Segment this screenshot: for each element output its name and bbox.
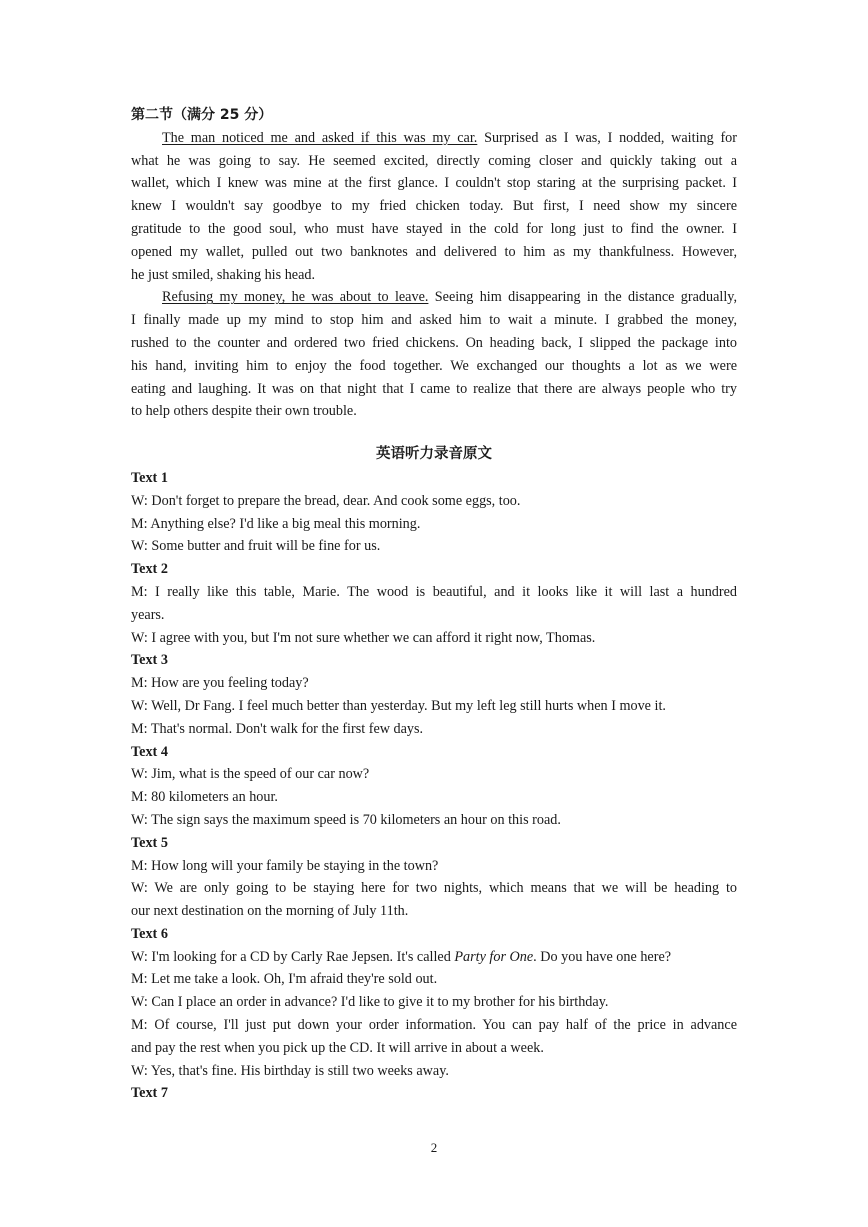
text-1-block [131, 467, 737, 558]
text-2-block [131, 558, 737, 649]
text-label: Text 4 [131, 743, 168, 760]
dialogue-line: W: Jim, what is the speed of our car now? [131, 766, 370, 783]
paragraph-1 [131, 127, 737, 287]
text-span: Seeing him disappearing in the distance gradually, [428, 289, 737, 306]
dialogue-line: W: The sign says the maximum speed is 70 kilometers an hour on this road. [131, 811, 561, 828]
page-content [131, 104, 737, 1105]
dialogue-line: W: Don't forget to prepare the bread, dear. And cook some eggs, too. [131, 492, 521, 509]
text-6-block [131, 923, 737, 1083]
dialogue-line: M: That's normal. Don't walk for the first few days. [131, 720, 424, 737]
dialogue-line: W: Yes, that's fine. His birthday is still two weeks away. [131, 1062, 449, 1079]
text-3-block [131, 649, 737, 740]
dialogue-line: M: I really like this table, Marie. The wood is beautiful, and it looks like it will last a hundred [131, 583, 737, 600]
paragraph-line: his hand, inviting him to enjoy the food together. We exchanged our thoughts a lot as we were [131, 357, 737, 374]
listening-title: 英语听力录音原文 [376, 446, 492, 463]
text-label: Text 1 [131, 469, 168, 486]
dialogue-line: W: Can I place an order in advance? I'd like to give it to my brother for his birthday. [131, 994, 609, 1011]
dialogue-line: M: How long will your family be staying in the town? [131, 857, 439, 874]
paragraph-line: what he was going to say. He seemed excited, directly coming closer and quickly taking out a [131, 152, 737, 169]
dialogue-line [131, 946, 737, 969]
text-label: Text 7 [131, 1085, 168, 1102]
text-4-block [131, 741, 737, 832]
dialogue-line: W: Well, Dr Fang. I feel much better than yesterday. But my left leg still hurts when I move it. [131, 697, 666, 714]
text-7-block [131, 1082, 737, 1105]
dialogue-line: M: 80 kilometers an hour. [131, 789, 278, 806]
paragraph-line: gratitude to the good soul, who must have stayed in the cold for long just to find the owner. I [131, 220, 737, 237]
paragraph-line: knew I wouldn't say goodbye to my fried chicken today. But first, I need show my sincere [131, 198, 737, 215]
dialogue-line: W: Some butter and fruit will be fine for us. [131, 538, 381, 555]
dialogue-line: M: How are you feeling today? [131, 675, 309, 692]
text-span: W: I'm looking for a CD by Carly Rae Jepsen. It's called [131, 948, 455, 965]
dialogue-line: M: Let me take a look. Oh, I'm afraid they're sold out. [131, 971, 438, 988]
paragraph-line [131, 127, 737, 150]
paragraph-line [131, 286, 737, 309]
text-label: Text 5 [131, 834, 168, 851]
dialogue-line: W: I agree with you, but I'm not sure whether we can afford it right now, Thomas. [131, 629, 596, 646]
page-number: 2 [430, 1140, 438, 1155]
dialogue-line: our next destination on the morning of July 11th. [131, 903, 409, 920]
paragraph-line: rushed to the counter and ordered two fried chickens. On heading back, I slipped the package into [131, 334, 737, 351]
dialogue-line: M: Anything else? I'd like a big meal this morning. [131, 515, 421, 532]
text-span: Surprised as I was, I nodded, waiting for [477, 129, 737, 146]
paragraph-line: opened my wallet, pulled out two banknotes and delivered to him as my thankfulness. However, [131, 243, 737, 260]
text-span: . Do you have one here? [533, 948, 672, 965]
section-heading: 第二节（满分 25 分） [131, 107, 273, 123]
text-5-block [131, 832, 737, 923]
text-label: Text 2 [131, 561, 168, 578]
paragraph-line: wallet, which I knew was mine at the first glance. I couldn't stop staring at the surprising packet. I [131, 175, 737, 192]
paragraph-2 [131, 286, 737, 423]
dialogue-line: W: We are only going to be staying here for two nights, which means that we will be heading to [131, 880, 737, 897]
paragraph-line: eating and laughing. It was on that night that I came to realize that there are always people who try [131, 380, 737, 397]
paragraph-line: to help others despite their own trouble. [131, 403, 357, 420]
paragraph-line: I finally made up my mind to stop him and asked him to wait a minute. I grabbed the money, [131, 312, 737, 329]
dialogue-line: years. [131, 606, 165, 623]
dialogue-line: and pay the rest when you pick up the CD. It will arrive in about a week. [131, 1039, 544, 1056]
paragraph-line: he just smiled, shaking his head. [131, 266, 316, 283]
cd-title: Party for One [454, 948, 534, 965]
underlined-sentence: The man noticed me and asked if this was my car. [162, 129, 478, 146]
text-label: Text 3 [131, 652, 168, 669]
dialogue-line: M: Of course, I'll just put down your order information. You can pay half of the price in advance [131, 1017, 737, 1034]
underlined-sentence: Refusing my money, he was about to leave. [162, 289, 429, 306]
text-label: Text 6 [131, 925, 168, 942]
